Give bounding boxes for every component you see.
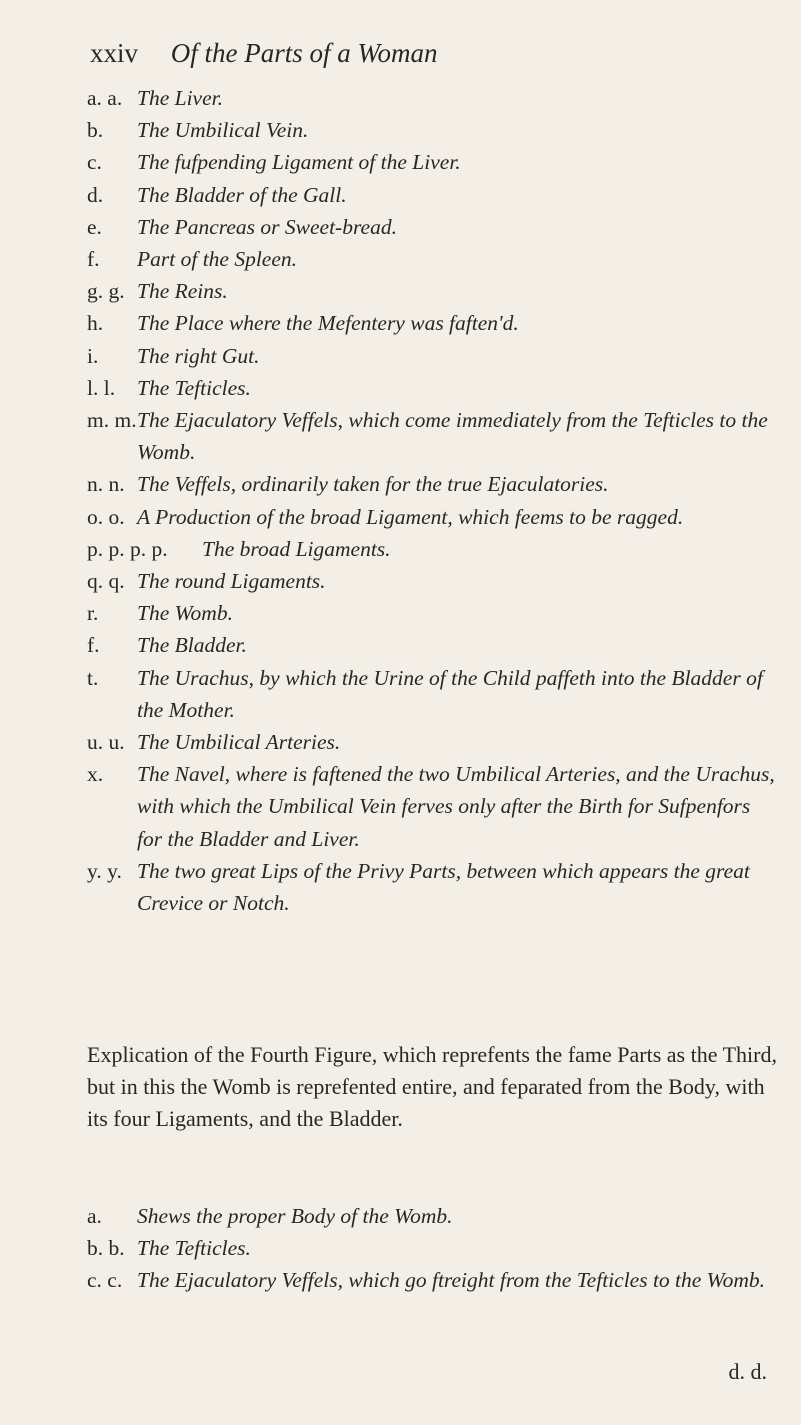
legend-entry xyxy=(87,597,777,629)
entry-key: q. q. xyxy=(87,569,125,594)
entry-key: d. xyxy=(87,182,104,207)
legend-entry xyxy=(87,726,777,758)
legend-entry xyxy=(87,372,777,404)
entry-text: The Place where the Mefentery was faften'd. xyxy=(137,311,519,336)
legend-entry xyxy=(87,211,777,243)
entry-text: The Womb. xyxy=(137,601,233,626)
entry-key: f. xyxy=(87,247,100,272)
entry-text: The Bladder of the Gall. xyxy=(137,182,347,207)
legend-entry xyxy=(87,662,777,726)
legend-entry xyxy=(87,468,777,500)
legend-entry xyxy=(87,82,777,114)
legend-entry xyxy=(87,501,777,533)
entry-key: b. xyxy=(87,118,104,143)
entry-key: c. xyxy=(87,150,102,175)
legend-entry xyxy=(87,114,777,146)
entry-key: e. xyxy=(87,214,102,239)
entry-text: A Production of the broad Ligament, which feems to be ragged. xyxy=(137,504,684,529)
entry-key: l. l. xyxy=(87,375,116,400)
entry-text: The Umbilical Vein. xyxy=(137,118,309,143)
entry-key: f. xyxy=(87,633,100,658)
entry-key: p. p. p. p. xyxy=(87,536,168,561)
legend-entry xyxy=(87,855,777,919)
entry-text: The round Ligaments. xyxy=(137,569,326,594)
entry-text: The Reins. xyxy=(137,279,228,304)
page-header xyxy=(90,38,438,69)
entry-text: Part of the Spleen. xyxy=(137,247,298,272)
entry-text: Shews the proper Body of the Womb. xyxy=(137,1204,453,1228)
legend-entry xyxy=(87,1264,777,1296)
entry-text: The Tefticles. xyxy=(137,375,251,400)
legend-entry xyxy=(87,1232,777,1264)
entry-text: The right Gut. xyxy=(137,343,260,368)
entry-key: b. b. xyxy=(87,1236,125,1261)
entry-key: m. m. xyxy=(87,408,137,433)
entry-key: o. o. xyxy=(87,504,125,529)
legend-entry xyxy=(87,758,777,855)
legend-entry xyxy=(87,404,777,468)
entry-text: The Pancreas or Sweet-bread. xyxy=(137,214,397,239)
entry-text: The Liver. xyxy=(137,86,223,110)
entry-key: y. y. xyxy=(87,858,122,883)
entry-key: a. a. xyxy=(87,86,123,110)
fourth-figure-legend-list xyxy=(87,1200,777,1297)
entry-key: x. xyxy=(87,762,104,787)
entry-text: The Ejaculatory Veffels, which come immediately from the Tefticles to the Womb. xyxy=(137,408,768,465)
running-title: Of the Parts of a Woman xyxy=(170,38,438,68)
legend-entry xyxy=(87,179,777,211)
entry-text: The fufpending Ligament of the Liver. xyxy=(137,150,461,175)
page-number: xxiv xyxy=(90,38,139,68)
figure-legend-list xyxy=(87,82,777,919)
entry-key: g. g. xyxy=(87,279,125,304)
legend-entry xyxy=(87,146,777,178)
entry-key: u. u. xyxy=(87,730,125,755)
legend-entry xyxy=(87,340,777,372)
entry-text: The Tefticles. xyxy=(137,1236,251,1261)
entry-key: t. xyxy=(87,665,99,690)
entry-key: a. xyxy=(87,1204,102,1228)
legend-entry xyxy=(87,1200,777,1232)
entry-text: The Umbilical Arteries. xyxy=(137,730,341,755)
legend-entry xyxy=(87,533,777,565)
entry-text: The broad Ligaments. xyxy=(202,536,391,561)
entry-text: The Navel, where is faftened the two Umbilical Arteries, and the Urachus, with which the Umbilical Vein ferves only after the Birth for Sufpenfors for the Bladder and Liver. xyxy=(137,762,775,851)
legend-entry xyxy=(87,243,777,275)
entry-text: The Veffels, ordinarily taken for the true Ejaculatories. xyxy=(137,472,609,497)
entry-key: i. xyxy=(87,343,99,368)
entry-text: The Bladder. xyxy=(137,633,247,658)
legend-entry xyxy=(87,629,777,661)
entry-key: h. xyxy=(87,311,104,336)
entry-key: r. xyxy=(87,601,99,626)
legend-entry xyxy=(87,565,777,597)
legend-entry xyxy=(87,275,777,307)
explication-paragraph: Explication of the Fourth Figure, which reprefents the fame Parts as the Third, but in this the Womb is reprefented entire, and feparated from the Body, with its four Ligaments, and the Bladder. xyxy=(87,1042,777,1132)
entry-key: c. c. xyxy=(87,1268,123,1293)
catchword: d. d. xyxy=(728,1359,767,1384)
entry-key: n. n. xyxy=(87,472,125,497)
entry-text: The two great Lips of the Privy Parts, between which appears the great Crevice or Notch. xyxy=(137,858,750,916)
entry-text: The Urachus, by which the Urine of the Child paffeth into the Bladder of the Mother. xyxy=(137,665,763,722)
entry-text: The Ejaculatory Veffels, which go ftreight from the Tefticles to the Womb. xyxy=(137,1268,766,1293)
legend-entry xyxy=(87,307,777,339)
